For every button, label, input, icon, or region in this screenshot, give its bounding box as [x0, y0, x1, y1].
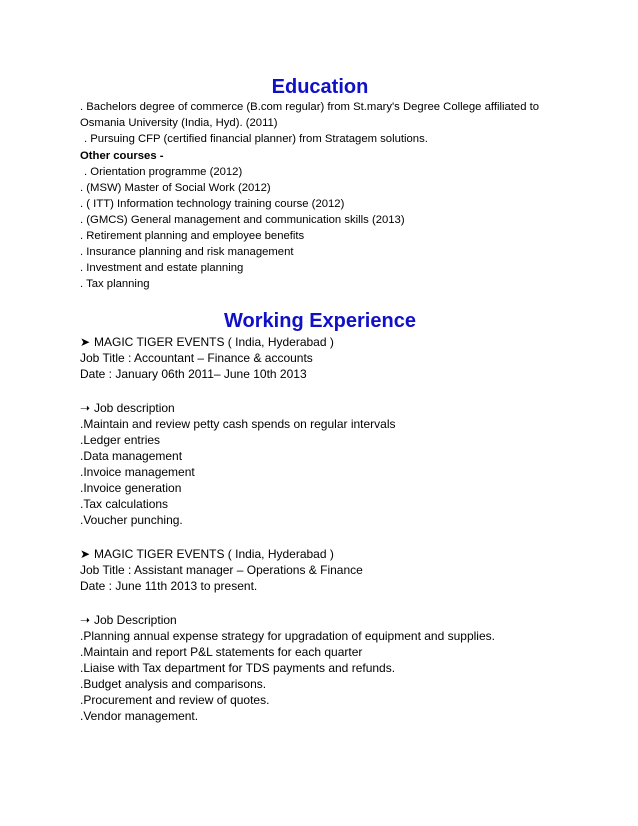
job-title: Job Title : Assistant manager – Operations & Finance [80, 563, 363, 577]
other-courses-label: Other courses - [80, 150, 164, 162]
job-duty: .Liaise with Tax department for TDS payments and refunds. [80, 661, 396, 675]
job-company-text: MAGIC TIGER EVENTS ( India, Hyderabad ) [94, 335, 334, 349]
job-duty: .Invoice generation [80, 481, 182, 495]
job-duty: .Ledger entries [80, 433, 161, 447]
course-item: . ( ITT) Information technology training course (2012) [80, 198, 345, 210]
work-experience-heading: Working Experience [224, 310, 416, 332]
job-date: Date : January 06th 2011– June 10th 2013 [80, 367, 307, 381]
job-duty: .Voucher punching. [80, 513, 183, 527]
job-duty: .Data management [80, 449, 183, 463]
right-arrow-icon: ➝ [80, 401, 91, 415]
course-item: . (GMCS) General management and communication skills (2013) [80, 214, 405, 226]
job-description-label-text: Job Description [94, 613, 177, 627]
education-line: . Bachelors degree of commerce (B.com regular) from St.mary's Degree College affiliated to [80, 101, 540, 113]
job-duty: .Planning annual expense strategy for upgradation of equipment and supplies. [80, 629, 495, 643]
job-company-text: MAGIC TIGER EVENTS ( India, Hyderabad ) [94, 547, 334, 561]
education-line: Osmania University (India, Hyd). (2011) [80, 117, 278, 129]
job-duty: .Invoice management [80, 465, 195, 479]
job-duty: .Maintain and report P&L statements for each quarter [80, 645, 363, 659]
job-duty: .Tax calculations [80, 497, 169, 511]
course-item: . Tax planning [80, 278, 150, 290]
education-line: . Pursuing CFP (certified financial planner) from Stratagem solutions. [84, 133, 428, 145]
course-item: . Retirement planning and employee benefits [80, 230, 305, 242]
job-company [80, 546, 334, 562]
job-duty: .Procurement and review of quotes. [80, 693, 270, 707]
job-description-label [80, 612, 177, 628]
job-title: Job Title : Accountant – Finance & accounts [80, 351, 313, 365]
job-date: Date : June 11th 2013 to present. [80, 579, 258, 593]
job-description-label [80, 400, 175, 416]
job-company [80, 334, 334, 350]
course-item: . (MSW) Master of Social Work (2012) [80, 182, 271, 194]
job-description-label-text: Job description [94, 401, 175, 415]
job-duty: .Vendor management. [80, 709, 199, 723]
right-arrow-icon: ➝ [80, 613, 91, 627]
arrowhead-bullet-icon: ➤ [80, 547, 91, 561]
course-item: . Investment and estate planning [80, 262, 244, 274]
arrowhead-bullet-icon: ➤ [80, 335, 91, 349]
education-heading: Education [271, 76, 369, 98]
course-item: . Insurance planning and risk management [80, 246, 294, 258]
course-item: . Orientation programme (2012) [84, 166, 243, 178]
job-duty: .Budget analysis and comparisons. [80, 677, 267, 691]
job-duty: .Maintain and review petty cash spends on regular intervals [80, 417, 396, 431]
